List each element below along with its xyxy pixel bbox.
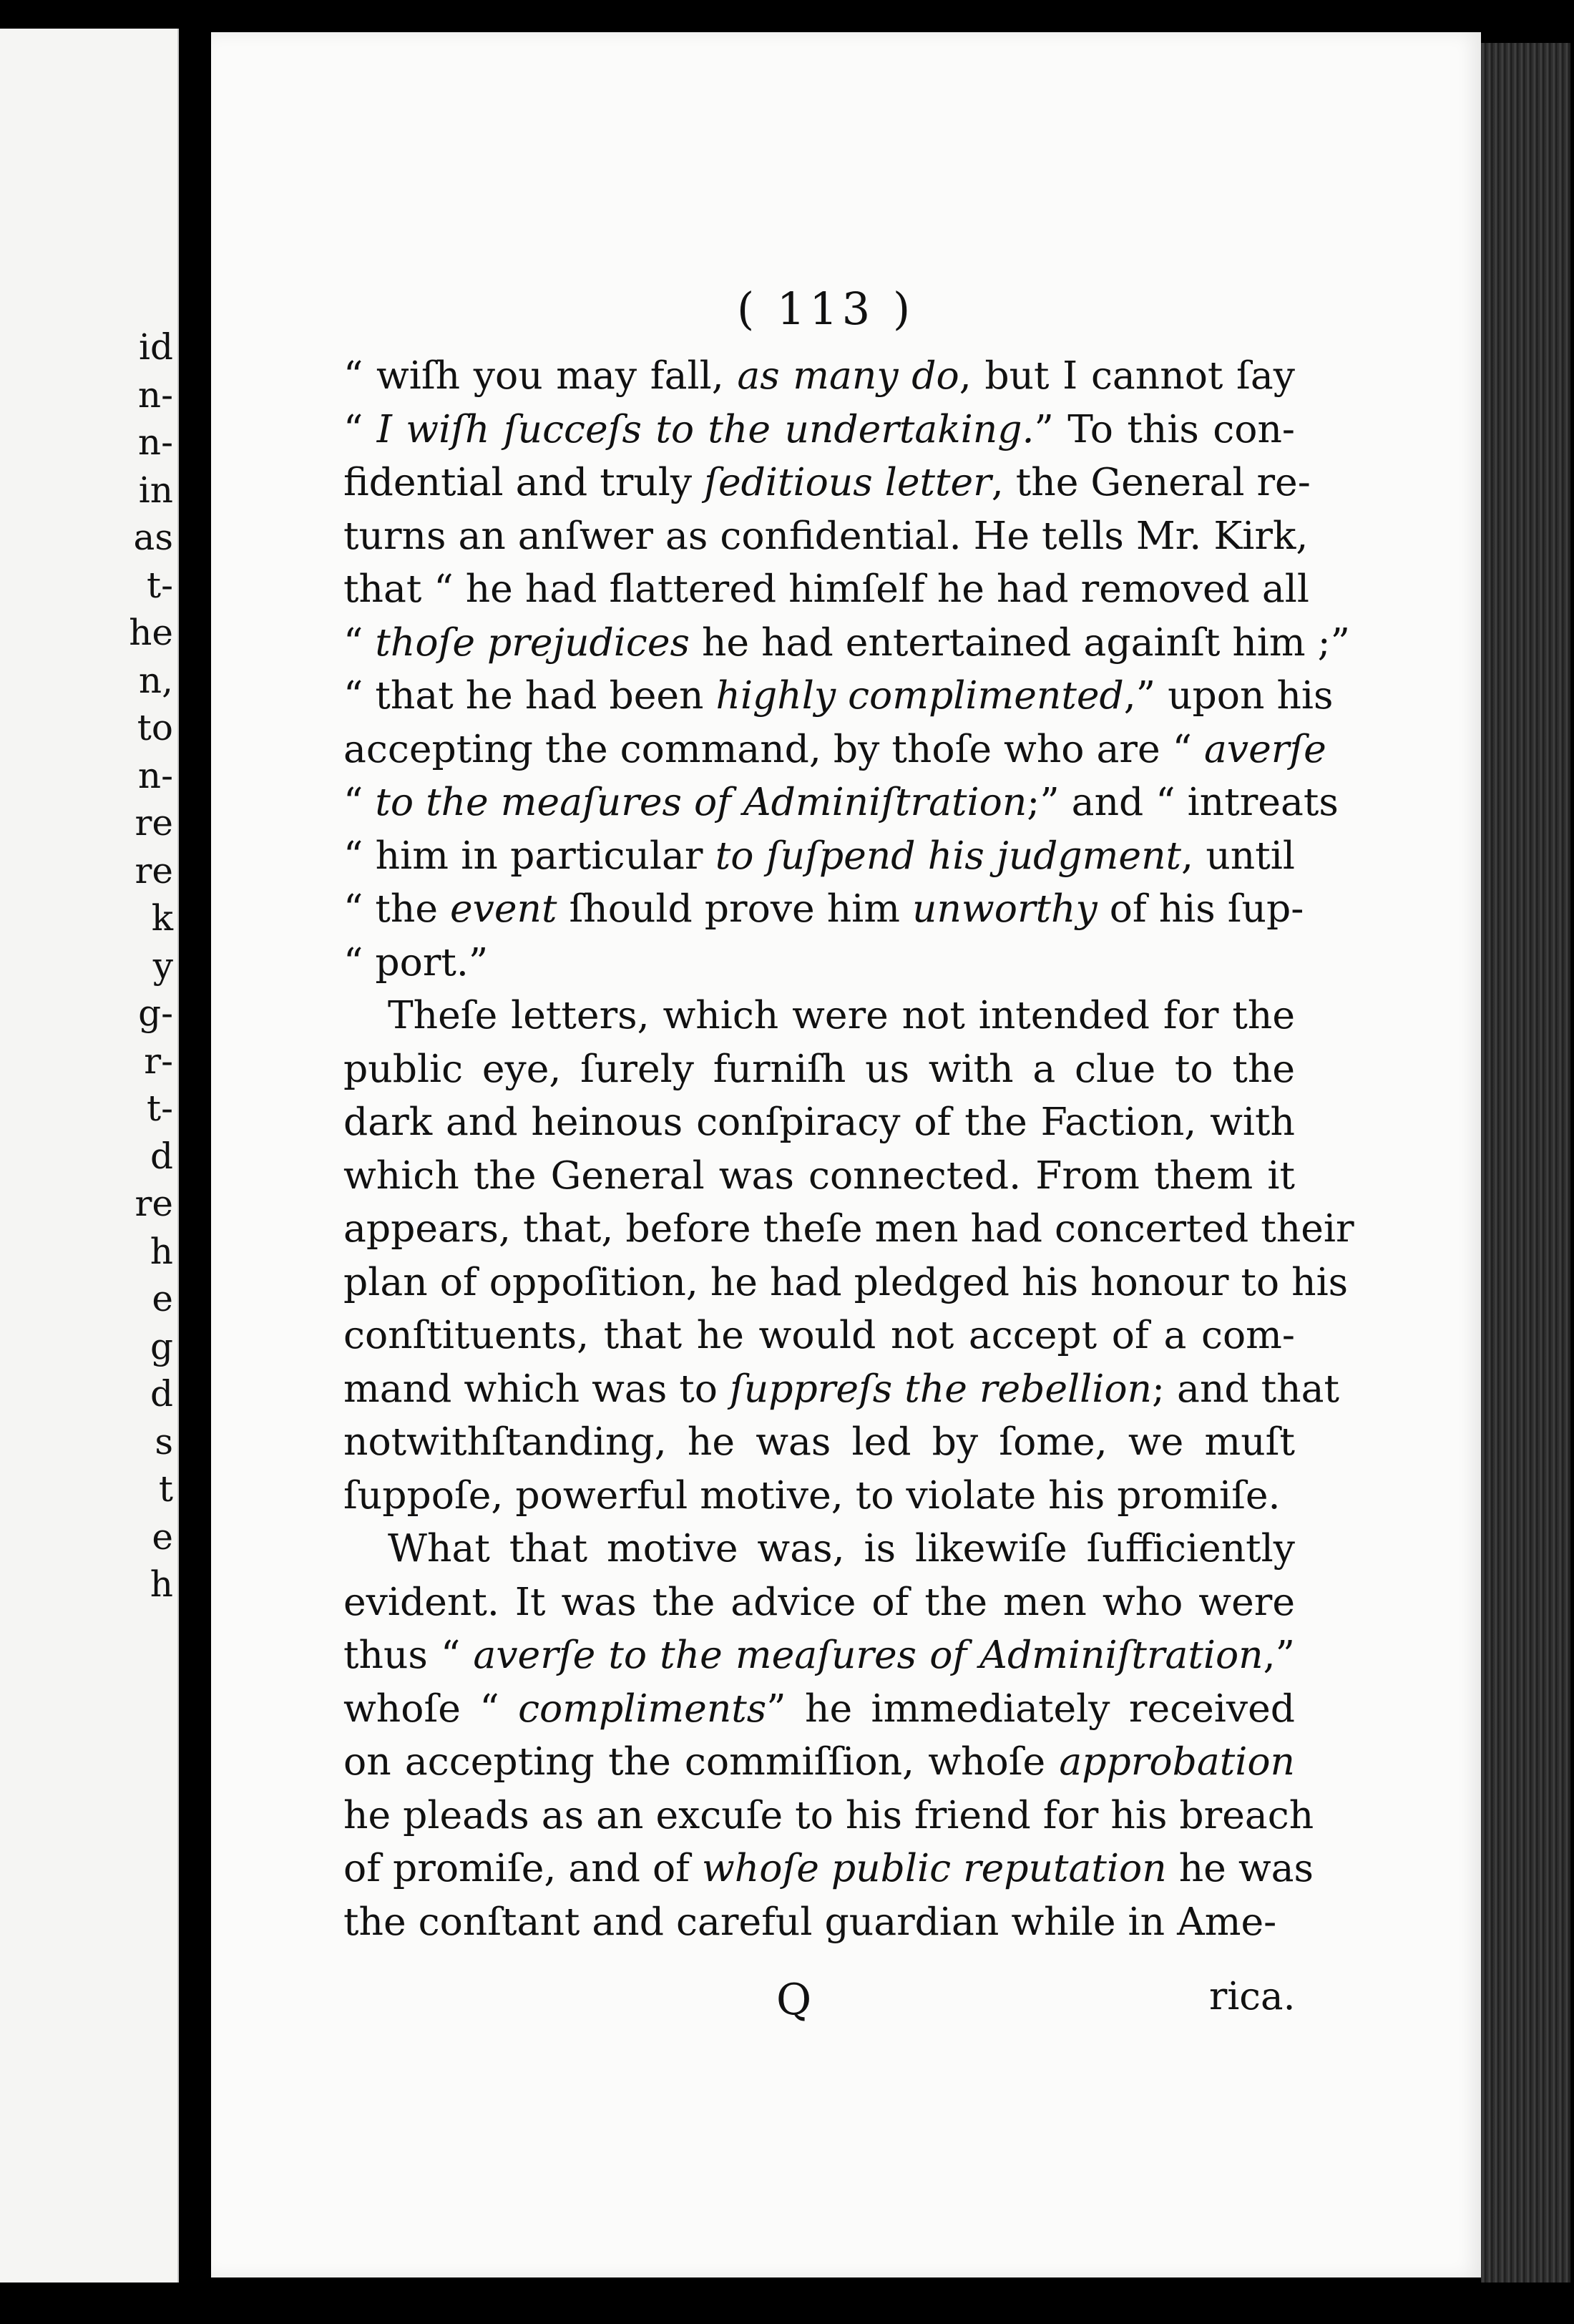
text-line: [343, 829, 1295, 883]
facing-page-text-fragment: t-: [147, 1088, 173, 1129]
text-segment: that “ he had flattered himſelf he had removed all: [343, 566, 1310, 611]
italic-text: approbation: [1059, 1739, 1295, 1784]
italic-text: event: [449, 886, 557, 931]
text-segment: he had entertained againſt him ;”: [689, 619, 1351, 665]
facing-page-text-fragment: h: [150, 1230, 173, 1272]
facing-page-text-fragment: to: [137, 707, 173, 748]
italic-text: as many do: [737, 353, 959, 398]
text-line: [343, 1682, 1295, 1736]
text-segment: ; and that: [1152, 1365, 1340, 1411]
text-segment: “: [343, 406, 377, 451]
italic-text: to the meaſures of Adminiſtration: [375, 779, 1027, 824]
text-line: [343, 403, 1295, 456]
signature-mark: Q: [776, 1975, 812, 2025]
facing-page-text-fragment: d: [150, 1373, 173, 1415]
text-line: [343, 1576, 1295, 1629]
text-line: [343, 776, 1339, 829]
text-segment: Theſe letters, which were not intended for the: [388, 992, 1295, 1038]
page-edge-shadow: [1481, 43, 1570, 2282]
text-line: [343, 1789, 1314, 1842]
text-line: [343, 1309, 1295, 1362]
text-line: [343, 456, 1311, 509]
text-segment: turns an anſwer as confidential. He tells Mr. Kirk,: [343, 512, 1309, 558]
text-segment: appears, that, before theſe men had concerted their: [343, 1206, 1354, 1251]
text-segment: whoſe “: [343, 1685, 519, 1731]
facing-page-text-fragment: e: [152, 1278, 173, 1319]
facing-page-text-fragment: re: [135, 849, 173, 892]
text-segment: ,”: [1263, 1632, 1296, 1677]
text-line: [343, 509, 1309, 563]
text-segment: ” To this con-: [1034, 406, 1295, 451]
facing-page-text-fragment: h: [150, 1563, 173, 1605]
italic-text: unworthy: [912, 886, 1098, 931]
text-line: [343, 562, 1310, 616]
text-segment: ſhould prove him: [557, 886, 913, 931]
text-segment: he pleads as an excuſe to his friend for his breach: [343, 1792, 1314, 1837]
text-segment: mand which was to: [343, 1365, 730, 1411]
text-segment: conſtituents, that he would not accept of a com-: [343, 1312, 1295, 1357]
text-line: [343, 936, 1295, 990]
text-line: [343, 1415, 1295, 1469]
text-line: [343, 1202, 1354, 1256]
text-line: [343, 1256, 1349, 1309]
italic-text: whoſe public reputation: [702, 1845, 1167, 1890]
text-segment: fidential and truly: [343, 459, 705, 504]
facing-page-text-fragment: g-: [138, 992, 173, 1034]
italic-text: ſuppreſs the rebellion: [730, 1365, 1153, 1411]
facing-page-text-fragment: id: [139, 326, 173, 368]
facing-page-text-fragment: s: [155, 1420, 173, 1463]
text-segment: of promiſe, and of: [343, 1845, 702, 1890]
text-segment: the conſtant and careful guardian while in Ame-: [343, 1898, 1277, 1944]
text-line: [343, 1895, 1295, 1949]
facing-page-text-fragment: d: [150, 1135, 173, 1177]
text-segment: which the General was connected. From them it: [343, 1152, 1295, 1198]
text-segment: dark and heinous conſpiracy of the Faction, with: [343, 1099, 1295, 1144]
text-segment: of his ſup-: [1097, 886, 1304, 931]
facing-page-text-fragment: re: [135, 802, 173, 844]
text-segment: What that motive was, is likewiſe ſufficiently: [388, 1525, 1295, 1571]
text-segment: “ that he had been: [343, 673, 716, 718]
italic-text: I wiſh ſucceſs to the undertaking.: [376, 406, 1035, 451]
text-segment: thus “: [343, 1632, 474, 1677]
text-segment: public eye, ſurely furniſh us with a clue to the: [343, 1045, 1295, 1091]
text-segment: “ the: [343, 886, 450, 931]
italic-text: thoſe prejudices: [375, 619, 690, 665]
text-line: [343, 989, 1295, 1043]
text-segment: “ port.”: [343, 939, 489, 985]
text-segment: , until: [1181, 832, 1295, 878]
facing-page-text-fragment: e: [152, 1515, 173, 1558]
text-line: [343, 669, 1334, 723]
text-line: [343, 1043, 1295, 1096]
text-line: [343, 1095, 1295, 1149]
facing-page-text-fragment: t-: [147, 564, 173, 606]
text-segment: accepting the command, by thoſe who are “: [343, 726, 1204, 771]
italic-text: averſe to the meaſures of Adminiſtration: [473, 1632, 1263, 1677]
facing-page-text-fragment: n-: [137, 374, 173, 416]
italic-text: highly complimented: [715, 673, 1124, 718]
text-segment: , but I cannot ſay: [959, 353, 1295, 398]
catchword: rica.: [1209, 1975, 1296, 2018]
facing-page-text-fragment: t: [158, 1468, 173, 1510]
text-segment: he was: [1166, 1845, 1314, 1890]
facing-page-fragment: [0, 29, 179, 2282]
facing-page-text-fragment: as: [133, 517, 173, 558]
text-segment: “ him in particular: [343, 832, 715, 878]
italic-text: averſe: [1204, 726, 1326, 771]
text-segment: ;” and “ intreats: [1027, 779, 1339, 824]
text-segment: ” he immediately received: [766, 1685, 1295, 1731]
facing-page-text-fragment: g: [150, 1325, 173, 1367]
facing-page-text-fragment: n-: [137, 754, 173, 796]
text-segment: evident. It was the advice of the men who were: [343, 1578, 1295, 1624]
text-line: [343, 882, 1304, 936]
facing-page-text-fragment: r-: [144, 1040, 173, 1082]
facing-page-text-fragment: n,: [138, 659, 173, 701]
text-line: [343, 616, 1351, 670]
facing-page-text-fragment: he: [129, 612, 173, 653]
text-segment: notwithſtanding, he was led by ſome, we muſt: [343, 1419, 1295, 1464]
facing-page-text-fragment: k: [151, 897, 173, 939]
facing-page-text-fragment: re: [135, 1183, 173, 1224]
text-line: [343, 723, 1326, 776]
text-segment: on accepting the commiſſion, whoſe: [343, 1739, 1060, 1784]
text-segment: “: [343, 779, 376, 824]
text-line: [343, 1469, 1295, 1523]
page-number: ( 113 ): [737, 283, 915, 335]
text-segment: ſuppoſe, powerful motive, to violate his promiſe.: [343, 1472, 1281, 1518]
body-text: [343, 349, 1354, 1948]
text-line: [343, 349, 1295, 403]
text-segment: “ wiſh you may fall,: [343, 353, 738, 398]
text-line: [343, 1842, 1314, 1895]
text-line: [343, 1362, 1340, 1416]
facing-page-text-fragment: in: [138, 469, 173, 511]
facing-page-text-fragment: y: [152, 944, 173, 987]
text-line: [343, 1735, 1295, 1789]
text-line: [343, 1149, 1295, 1203]
facing-page-text-fragment: n-: [137, 421, 173, 463]
text-line: [343, 1629, 1295, 1682]
text-segment: “: [343, 619, 376, 665]
italic-text: compliments: [518, 1685, 767, 1731]
text-segment: ,” upon his: [1123, 673, 1334, 718]
italic-text: ſeditious letter: [704, 459, 992, 504]
text-line: [343, 1522, 1295, 1576]
italic-text: to ſuſpend his judgment: [715, 832, 1182, 878]
text-segment: , the General re-: [991, 459, 1311, 504]
text-segment: plan of oppoſition, he had pledged his honour to his: [343, 1259, 1349, 1304]
